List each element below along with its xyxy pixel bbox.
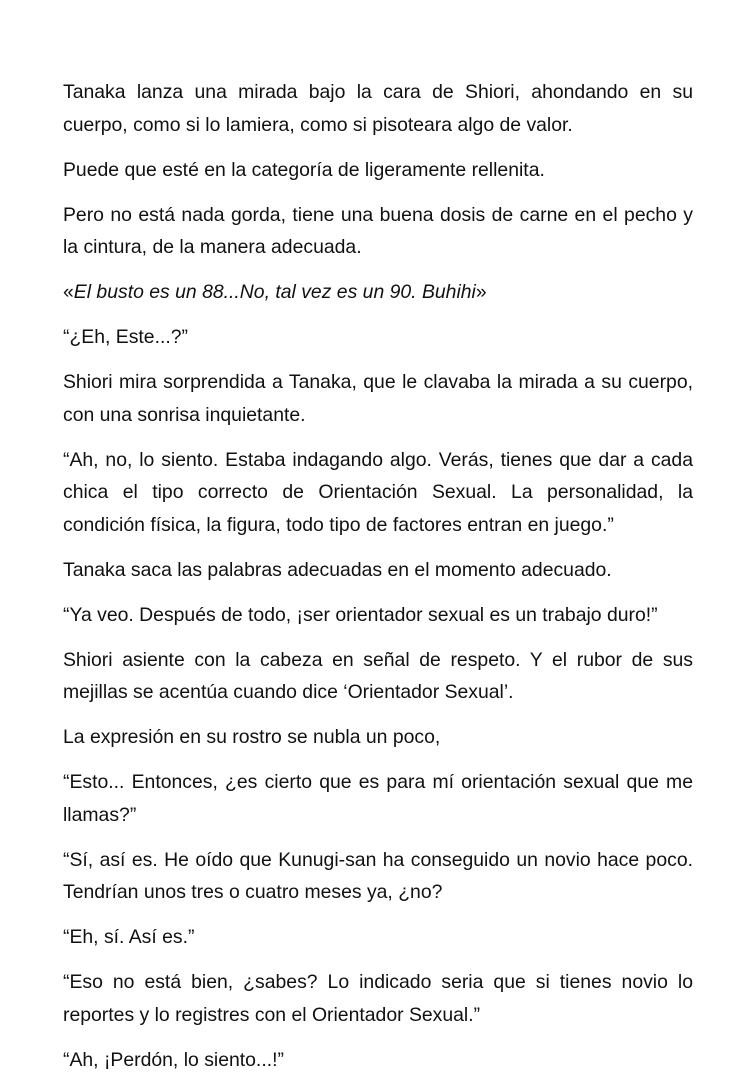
paragraph: Tanaka lanza una mirada bajo la cara de Shiori, ahondando en su cuerpo, como si lo lamiera, como si pisoteara algo de valor.	[63, 81, 693, 136]
paragraph: Shiori asiente con la cabeza en señal de respeto. Y el rubor de sus mejillas se acentúa cuando dice ‘Orientador Sexual’.	[63, 648, 693, 703]
paragraph: “Eso no está bien, ¿sabes? Lo indicado seria que si tienes novio lo reportes y lo registres con el Orientador Sexual.”	[63, 971, 693, 1026]
paragraph: Tanaka saca las palabras adecuadas en el momento adecuado.	[63, 558, 612, 581]
paragraph: “Ah, no, lo siento. Estaba indagando algo. Verás, tienes que dar a cada chica el tipo correcto de Orientación Sexual. La personalidad, la condición física, la figura, todo tipo de factores entran en juego.”	[63, 448, 693, 536]
guillemet-open: «	[63, 281, 74, 303]
document-page	[63, 76, 693, 1089]
paragraph: “Ah, ¡Perdón, lo siento...!”	[63, 1048, 284, 1071]
paragraph: Pero no está nada gorda, tiene una buena dosis de carne en el pecho y la cintura, de la manera adecuada.	[63, 203, 693, 258]
guillemet-close: »	[475, 281, 487, 303]
thought-paragraph	[63, 276, 693, 309]
thought-text: El busto es un 88...No, tal vez es un 90. Buhihi	[73, 281, 476, 303]
paragraph: “Sí, así es. He oído que Kunugi-san ha conseguido un novio hace poco. Tendrían unos tres o cuatro meses ya, ¿no?	[63, 848, 693, 903]
paragraph: Shiori mira sorprendida a Tanaka, que le clavaba la mirada a su cuerpo, con una sonrisa inquietante.	[63, 371, 693, 426]
paragraph: Puede que esté en la categoría de ligeramente rellenita.	[63, 158, 545, 181]
paragraph: “Eh, sí. Así es.”	[63, 926, 195, 948]
paragraph: “Esto... Entonces, ¿es cierto que es para mí orientación sexual que me llamas?”	[63, 771, 693, 826]
paragraph: La expresión en su rostro se nubla un poco,	[63, 726, 441, 748]
paragraph: “Ya veo. Después de todo, ¡ser orientador sexual es un trabajo duro!”	[63, 603, 658, 626]
paragraph: “¿Eh, Este...?”	[63, 326, 188, 348]
